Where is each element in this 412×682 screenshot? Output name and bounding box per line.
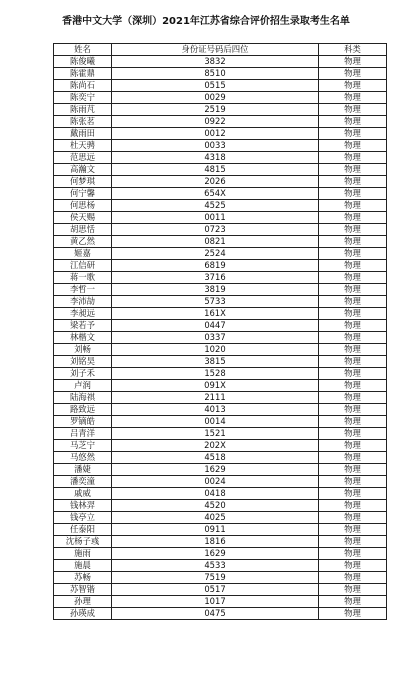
student-name-cell: 何宁馨 bbox=[54, 188, 112, 200]
table-row bbox=[54, 320, 387, 332]
student-name-cell: 陈尚石 bbox=[54, 80, 112, 92]
student-name-cell: 潘奕潼 bbox=[54, 476, 112, 488]
subject-cell: 物理 bbox=[319, 116, 387, 128]
column-header-id-last-four: 身份证号码后四位 bbox=[112, 44, 319, 56]
id-last-four-cell: 1020 bbox=[112, 344, 319, 356]
subject-cell: 物理 bbox=[319, 128, 387, 140]
table-row bbox=[54, 56, 387, 68]
id-last-four-cell: 202X bbox=[112, 440, 319, 452]
student-name-cell: 施雨 bbox=[54, 548, 112, 560]
student-name-cell: 范思远 bbox=[54, 152, 112, 164]
id-last-four-cell: 3815 bbox=[112, 356, 319, 368]
student-name-cell: 姬嘉 bbox=[54, 248, 112, 260]
student-name-cell: 戴雨田 bbox=[54, 128, 112, 140]
id-last-four-cell: 6819 bbox=[112, 260, 319, 272]
table-row bbox=[54, 428, 387, 440]
table-row bbox=[54, 344, 387, 356]
id-last-four-cell: 0012 bbox=[112, 128, 319, 140]
student-name-cell: 苏畅 bbox=[54, 572, 112, 584]
id-last-four-cell: 0911 bbox=[112, 524, 319, 536]
id-last-four-cell: 1816 bbox=[112, 536, 319, 548]
student-name-cell: 孙理 bbox=[54, 596, 112, 608]
table-row bbox=[54, 224, 387, 236]
table-row bbox=[54, 92, 387, 104]
subject-cell: 物理 bbox=[319, 560, 387, 572]
id-last-four-cell: 4520 bbox=[112, 500, 319, 512]
id-last-four-cell: 0418 bbox=[112, 488, 319, 500]
student-name-cell: 陈霍鼎 bbox=[54, 68, 112, 80]
table-row bbox=[54, 596, 387, 608]
student-name-cell: 刘子禾 bbox=[54, 368, 112, 380]
subject-cell: 物理 bbox=[319, 236, 387, 248]
id-last-four-cell: 4318 bbox=[112, 152, 319, 164]
id-last-four-cell: 161X bbox=[112, 308, 319, 320]
table-body bbox=[54, 56, 387, 620]
student-name-cell: 刘畅 bbox=[54, 344, 112, 356]
subject-cell: 物理 bbox=[319, 248, 387, 260]
table-row bbox=[54, 296, 387, 308]
student-name-cell: 侯天赐 bbox=[54, 212, 112, 224]
id-last-four-cell: 1528 bbox=[112, 368, 319, 380]
subject-cell: 物理 bbox=[319, 392, 387, 404]
subject-cell: 物理 bbox=[319, 536, 387, 548]
id-last-four-cell: 0723 bbox=[112, 224, 319, 236]
subject-cell: 物理 bbox=[319, 308, 387, 320]
id-last-four-cell: 4525 bbox=[112, 200, 319, 212]
id-last-four-cell: 3832 bbox=[112, 56, 319, 68]
subject-cell: 物理 bbox=[319, 188, 387, 200]
subject-cell: 物理 bbox=[319, 368, 387, 380]
student-name-cell: 陈俊曦 bbox=[54, 56, 112, 68]
student-name-cell: 马悠然 bbox=[54, 452, 112, 464]
table-row bbox=[54, 176, 387, 188]
subject-cell: 物理 bbox=[319, 476, 387, 488]
id-last-four-cell: 1521 bbox=[112, 428, 319, 440]
subject-cell: 物理 bbox=[319, 428, 387, 440]
id-last-four-cell: 091X bbox=[112, 380, 319, 392]
id-last-four-cell: 4815 bbox=[112, 164, 319, 176]
id-last-four-cell: 4025 bbox=[112, 512, 319, 524]
id-last-four-cell: 0033 bbox=[112, 140, 319, 152]
student-name-cell: 陆海祺 bbox=[54, 392, 112, 404]
id-last-four-cell: 1629 bbox=[112, 548, 319, 560]
subject-cell: 物理 bbox=[319, 104, 387, 116]
student-name-cell: 任泰阳 bbox=[54, 524, 112, 536]
subject-cell: 物理 bbox=[319, 224, 387, 236]
subject-cell: 物理 bbox=[319, 200, 387, 212]
table-row bbox=[54, 356, 387, 368]
student-name-cell: 江信研 bbox=[54, 260, 112, 272]
id-last-four-cell: 0517 bbox=[112, 584, 319, 596]
student-name-cell: 刘铭昊 bbox=[54, 356, 112, 368]
student-name-cell: 陈张茗 bbox=[54, 116, 112, 128]
id-last-four-cell: 0821 bbox=[112, 236, 319, 248]
subject-cell: 物理 bbox=[319, 584, 387, 596]
table-row bbox=[54, 572, 387, 584]
student-name-cell: 沈杨子彧 bbox=[54, 536, 112, 548]
id-last-four-cell: 3819 bbox=[112, 284, 319, 296]
id-last-four-cell: 0515 bbox=[112, 80, 319, 92]
subject-cell: 物理 bbox=[319, 464, 387, 476]
table-row bbox=[54, 164, 387, 176]
table-row bbox=[54, 116, 387, 128]
id-last-four-cell: 0024 bbox=[112, 476, 319, 488]
subject-cell: 物理 bbox=[319, 440, 387, 452]
student-name-cell: 钱林羿 bbox=[54, 500, 112, 512]
student-name-cell: 陈奕宁 bbox=[54, 92, 112, 104]
student-name-cell: 胡思恬 bbox=[54, 224, 112, 236]
table-row bbox=[54, 212, 387, 224]
id-last-four-cell: 2111 bbox=[112, 392, 319, 404]
table-row bbox=[54, 536, 387, 548]
table-row bbox=[54, 284, 387, 296]
table-row bbox=[54, 104, 387, 116]
table-row bbox=[54, 512, 387, 524]
id-last-four-cell: 0029 bbox=[112, 92, 319, 104]
student-name-cell: 林楷文 bbox=[54, 332, 112, 344]
table-row bbox=[54, 476, 387, 488]
subject-cell: 物理 bbox=[319, 320, 387, 332]
id-last-four-cell: 0475 bbox=[112, 608, 319, 620]
subject-cell: 物理 bbox=[319, 548, 387, 560]
table-row bbox=[54, 380, 387, 392]
id-last-four-cell: 4533 bbox=[112, 560, 319, 572]
student-name-cell: 潘婕 bbox=[54, 464, 112, 476]
table-row bbox=[54, 524, 387, 536]
subject-cell: 物理 bbox=[319, 272, 387, 284]
table-row bbox=[54, 200, 387, 212]
table-row bbox=[54, 68, 387, 80]
column-header-name: 姓名 bbox=[54, 44, 112, 56]
subject-cell: 物理 bbox=[319, 260, 387, 272]
subject-cell: 物理 bbox=[319, 488, 387, 500]
table-row bbox=[54, 248, 387, 260]
table-row bbox=[54, 332, 387, 344]
subject-cell: 物理 bbox=[319, 212, 387, 224]
subject-cell: 物理 bbox=[319, 284, 387, 296]
id-last-four-cell: 0447 bbox=[112, 320, 319, 332]
table-row bbox=[54, 140, 387, 152]
student-name-cell: 罗镝皓 bbox=[54, 416, 112, 428]
subject-cell: 物理 bbox=[319, 404, 387, 416]
student-name-cell: 何思杨 bbox=[54, 200, 112, 212]
subject-cell: 物理 bbox=[319, 512, 387, 524]
table-row bbox=[54, 440, 387, 452]
student-name-cell: 蒋一歌 bbox=[54, 272, 112, 284]
document-title: 香港中文大学（深圳）2021年江苏省综合评价招生录取考生名单 bbox=[62, 16, 350, 27]
subject-cell: 物理 bbox=[319, 80, 387, 92]
table-row bbox=[54, 392, 387, 404]
id-last-four-cell: 1629 bbox=[112, 464, 319, 476]
subject-cell: 物理 bbox=[319, 596, 387, 608]
table-row bbox=[54, 584, 387, 596]
subject-cell: 物理 bbox=[319, 164, 387, 176]
student-name-cell: 路致远 bbox=[54, 404, 112, 416]
student-name-cell: 陈雨芃 bbox=[54, 104, 112, 116]
student-name-cell: 钱亭立 bbox=[54, 512, 112, 524]
subject-cell: 物理 bbox=[319, 608, 387, 620]
id-last-four-cell: 4013 bbox=[112, 404, 319, 416]
subject-cell: 物理 bbox=[319, 380, 387, 392]
table-row bbox=[54, 80, 387, 92]
table-row bbox=[54, 560, 387, 572]
subject-cell: 物理 bbox=[319, 356, 387, 368]
id-last-four-cell: 0014 bbox=[112, 416, 319, 428]
subject-cell: 物理 bbox=[319, 332, 387, 344]
subject-cell: 物理 bbox=[319, 140, 387, 152]
id-last-four-cell: 3716 bbox=[112, 272, 319, 284]
subject-cell: 物理 bbox=[319, 416, 387, 428]
table-row bbox=[54, 416, 387, 428]
table-row bbox=[54, 236, 387, 248]
subject-cell: 物理 bbox=[319, 152, 387, 164]
table-row bbox=[54, 464, 387, 476]
id-last-four-cell: 654X bbox=[112, 188, 319, 200]
student-name-cell: 马芝宁 bbox=[54, 440, 112, 452]
table-row bbox=[54, 308, 387, 320]
table-row bbox=[54, 128, 387, 140]
student-name-cell: 吕青洋 bbox=[54, 428, 112, 440]
student-name-cell: 李哲一 bbox=[54, 284, 112, 296]
student-name-cell: 何梦琪 bbox=[54, 176, 112, 188]
table-row bbox=[54, 188, 387, 200]
student-name-cell: 苏智锴 bbox=[54, 584, 112, 596]
subject-cell: 物理 bbox=[319, 344, 387, 356]
id-last-four-cell: 5733 bbox=[112, 296, 319, 308]
column-header-subject: 科类 bbox=[319, 44, 387, 56]
student-name-cell: 黄乙然 bbox=[54, 236, 112, 248]
subject-cell: 物理 bbox=[319, 524, 387, 536]
table-row bbox=[54, 404, 387, 416]
table-row bbox=[54, 368, 387, 380]
student-name-cell: 李昶远 bbox=[54, 308, 112, 320]
id-last-four-cell: 7519 bbox=[112, 572, 319, 584]
subject-cell: 物理 bbox=[319, 500, 387, 512]
id-last-four-cell: 2519 bbox=[112, 104, 319, 116]
table-header-row bbox=[54, 44, 387, 56]
subject-cell: 物理 bbox=[319, 68, 387, 80]
id-last-four-cell: 2026 bbox=[112, 176, 319, 188]
student-name-cell: 卢润 bbox=[54, 380, 112, 392]
student-name-cell: 孙瑛成 bbox=[54, 608, 112, 620]
table-row bbox=[54, 152, 387, 164]
student-name-cell: 梁若予 bbox=[54, 320, 112, 332]
student-name-cell: 戚威 bbox=[54, 488, 112, 500]
student-name-cell: 高瀚文 bbox=[54, 164, 112, 176]
subject-cell: 物理 bbox=[319, 452, 387, 464]
id-last-four-cell: 4518 bbox=[112, 452, 319, 464]
id-last-four-cell: 0337 bbox=[112, 332, 319, 344]
table-row bbox=[54, 608, 387, 620]
student-name-cell: 施晨 bbox=[54, 560, 112, 572]
student-name-cell: 李沛劼 bbox=[54, 296, 112, 308]
student-name-cell: 杜天骋 bbox=[54, 140, 112, 152]
subject-cell: 物理 bbox=[319, 296, 387, 308]
subject-cell: 物理 bbox=[319, 56, 387, 68]
table-row bbox=[54, 488, 387, 500]
table-row bbox=[54, 272, 387, 284]
table-row bbox=[54, 452, 387, 464]
subject-cell: 物理 bbox=[319, 572, 387, 584]
table-row bbox=[54, 260, 387, 272]
id-last-four-cell: 1017 bbox=[112, 596, 319, 608]
id-last-four-cell: 2524 bbox=[112, 248, 319, 260]
id-last-four-cell: 0922 bbox=[112, 116, 319, 128]
id-last-four-cell: 8510 bbox=[112, 68, 319, 80]
table-row bbox=[54, 500, 387, 512]
subject-cell: 物理 bbox=[319, 176, 387, 188]
admission-roster-table bbox=[53, 43, 387, 620]
subject-cell: 物理 bbox=[319, 92, 387, 104]
table-row bbox=[54, 548, 387, 560]
id-last-four-cell: 0011 bbox=[112, 212, 319, 224]
